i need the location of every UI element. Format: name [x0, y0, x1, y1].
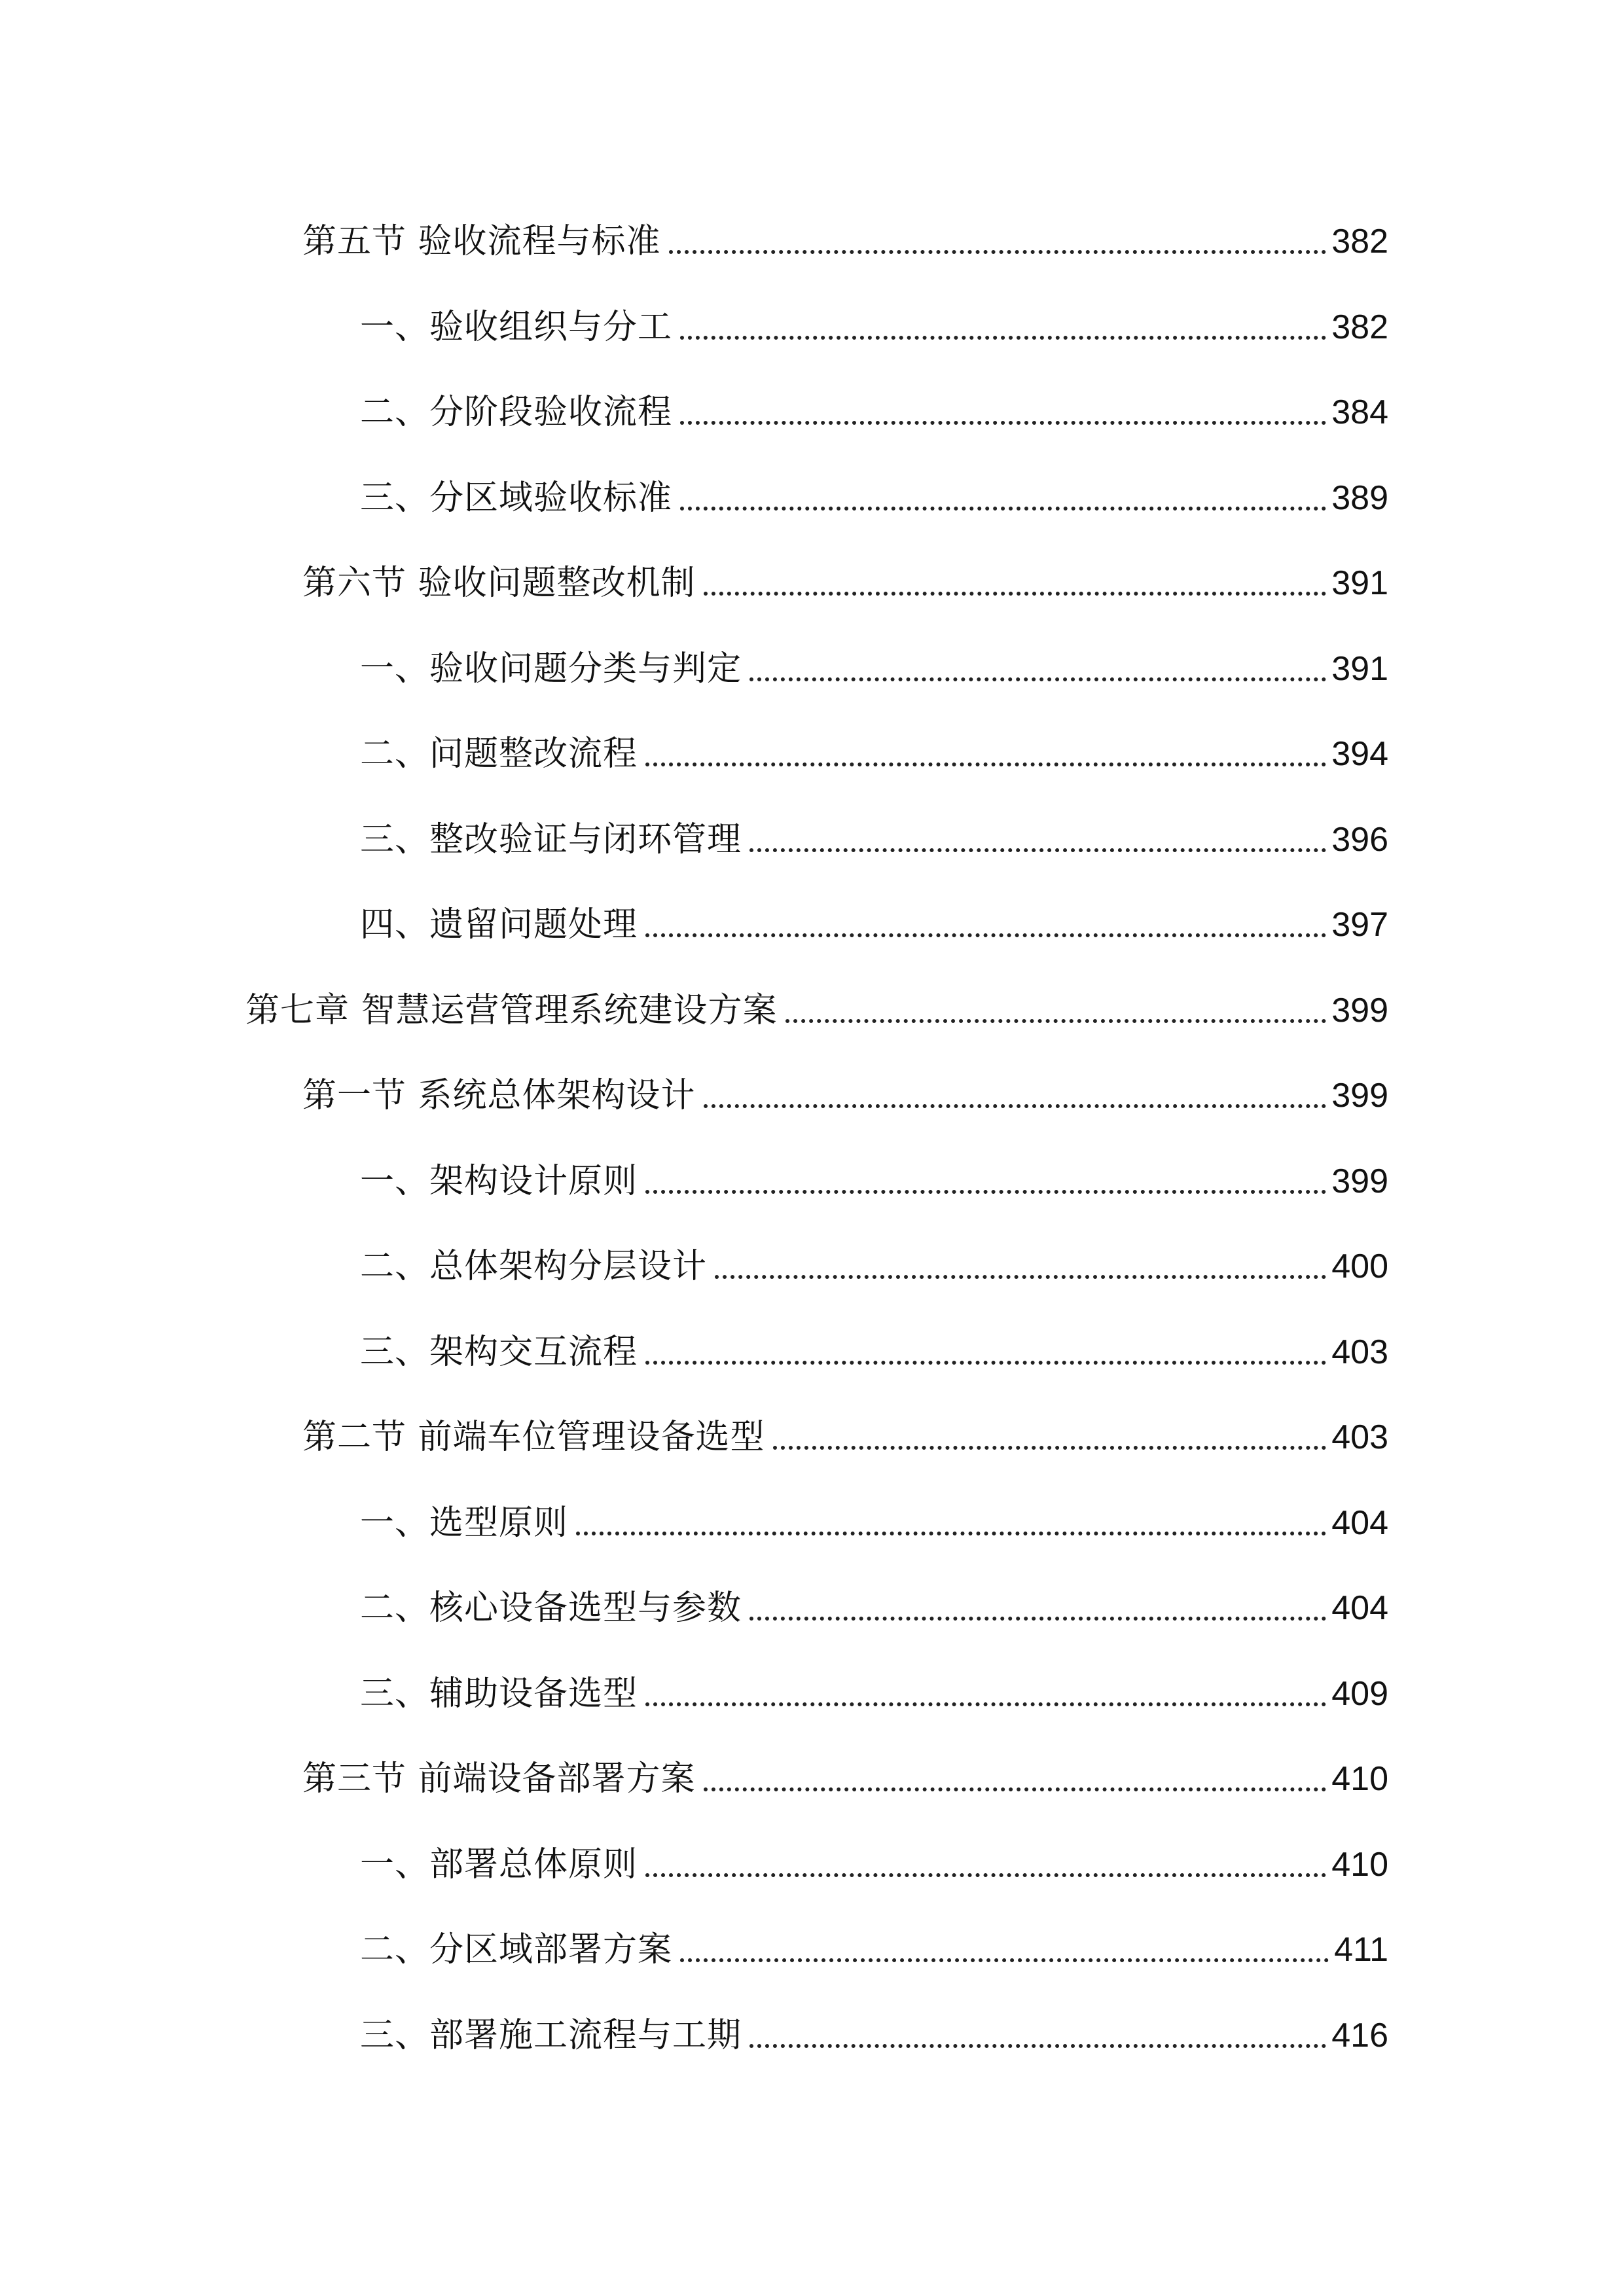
- toc-entry-page-number: 384: [1331, 393, 1388, 431]
- toc-entry-title: 第二节 前端车位管理设备选型: [302, 1418, 765, 1457]
- toc-entry-page-number: 394: [1331, 735, 1388, 773]
- toc-entry[interactable]: [360, 463, 1388, 518]
- toc-entry[interactable]: [360, 1231, 1388, 1286]
- toc-entry-page-number: 391: [1331, 564, 1388, 602]
- toc-entry-page-number: 382: [1331, 223, 1388, 260]
- toc-entry[interactable]: [360, 1317, 1388, 1372]
- toc-entry-page-number: 404: [1331, 1504, 1388, 1542]
- dot-leader: [645, 1361, 1326, 1365]
- toc-entry[interactable]: [360, 1573, 1388, 1628]
- toc-entry-page-number: 391: [1331, 650, 1388, 688]
- toc-entry-title: 二、分阶段验收流程: [360, 393, 673, 432]
- toc-entry-title: 一、架构设计原则: [360, 1162, 638, 1201]
- toc-entry-page-number: 400: [1331, 1247, 1388, 1285]
- dot-leader: [680, 336, 1326, 340]
- toc-entry-title: 第六节 验收问题整改机制: [302, 564, 696, 603]
- toc-entry-title: 二、分区域部署方案: [360, 1930, 673, 1969]
- dot-leader: [680, 1958, 1329, 1962]
- toc-entry-page-number: 399: [1331, 992, 1388, 1030]
- toc-entry[interactable]: [302, 1744, 1388, 1799]
- toc-entry-page-number: 396: [1331, 821, 1388, 859]
- toc-entry-title: 三、部署施工流程与工期: [360, 2016, 742, 2055]
- toc-entry[interactable]: [360, 889, 1388, 942]
- toc-entry[interactable]: [360, 1914, 1388, 1967]
- toc-entry-title: 二、问题整改流程: [360, 734, 638, 774]
- dot-leader: [645, 1702, 1326, 1706]
- toc-entry[interactable]: [360, 1488, 1388, 1543]
- toc-entry[interactable]: [245, 975, 1388, 1028]
- toc-entry[interactable]: [302, 206, 1388, 259]
- dot-leader: [680, 507, 1326, 511]
- toc-entry-page-number: 399: [1331, 1077, 1388, 1115]
- dot-leader: [785, 1019, 1327, 1023]
- dot-leader: [669, 250, 1327, 254]
- toc-entry[interactable]: [360, 719, 1388, 774]
- toc-entry[interactable]: [360, 804, 1388, 857]
- dot-leader: [749, 1617, 1326, 1621]
- toc-entry-page-number: 411: [1334, 1931, 1388, 1969]
- toc-entry-page-number: 404: [1331, 1589, 1388, 1627]
- toc-entry-page-number: 399: [1331, 1162, 1388, 1200]
- toc-entry-title: 一、验收组织与分工: [360, 308, 673, 347]
- toc-entry-title: 一、部署总体原则: [360, 1845, 638, 1884]
- toc-entry-page-number: 403: [1331, 1418, 1388, 1456]
- dot-leader: [749, 677, 1326, 681]
- toc-entry-page-number: 410: [1331, 1760, 1388, 1798]
- dot-leader: [773, 1446, 1327, 1450]
- dot-leader: [704, 592, 1327, 596]
- toc-entry-page-number: 397: [1331, 906, 1388, 944]
- toc-entry[interactable]: [360, 2000, 1388, 2053]
- toc-entry-title: 二、核心设备选型与参数: [360, 1588, 742, 1628]
- toc-entry[interactable]: [302, 548, 1388, 603]
- toc-entry-page-number: 382: [1331, 308, 1388, 346]
- dot-leader: [645, 1873, 1326, 1877]
- dot-leader: [680, 421, 1326, 425]
- toc-entry-page-number: 416: [1331, 2017, 1388, 2054]
- toc-entry[interactable]: [360, 292, 1388, 347]
- toc-entry[interactable]: [360, 1659, 1388, 1711]
- toc-entry-page-number: 409: [1331, 1675, 1388, 1713]
- toc-entry[interactable]: [302, 1060, 1388, 1113]
- toc-entry-title: 三、辅助设备选型: [360, 1674, 638, 1713]
- toc-entry-title: 三、分区域验收标准: [360, 478, 673, 518]
- toc-entry-title: 第七章 智慧运营管理系统建设方案: [245, 991, 778, 1030]
- dot-leader: [749, 2044, 1326, 2048]
- dot-leader: [645, 1190, 1326, 1194]
- toc-entry-title: 第五节 验收流程与标准: [302, 222, 661, 261]
- toc-entry-page-number: 410: [1331, 1846, 1388, 1884]
- dot-leader: [645, 762, 1326, 766]
- toc-entry-title: 一、验收问题分类与判定: [360, 649, 742, 689]
- dot-leader: [645, 933, 1326, 937]
- toc-entry-title: 一、选型原则: [360, 1503, 569, 1543]
- dot-leader: [704, 1787, 1327, 1791]
- toc-entry-title: 三、架构交互流程: [360, 1333, 638, 1372]
- toc-entry-title: 第三节 前端设备部署方案: [302, 1759, 696, 1799]
- toc-entry[interactable]: [360, 1829, 1388, 1882]
- toc-entry-title: 四、遗留问题处理: [360, 905, 638, 944]
- dot-leader: [704, 1104, 1327, 1108]
- toc-entry-page-number: 389: [1331, 479, 1388, 517]
- dot-leader: [715, 1275, 1326, 1279]
- toc-entry-title: 二、总体架构分层设计: [360, 1247, 708, 1286]
- toc-entry-page-number: 403: [1331, 1333, 1388, 1371]
- toc-entry[interactable]: [302, 1402, 1388, 1457]
- dot-leader: [749, 848, 1326, 852]
- toc-entry[interactable]: [360, 634, 1388, 689]
- toc-entry-title: 三、整改验证与闭环管理: [360, 820, 742, 859]
- toc-entry-title: 第一节 系统总体架构设计: [302, 1076, 696, 1115]
- dot-leader: [576, 1532, 1326, 1535]
- toc-entry[interactable]: [360, 1146, 1388, 1201]
- toc-entry[interactable]: [360, 377, 1388, 432]
